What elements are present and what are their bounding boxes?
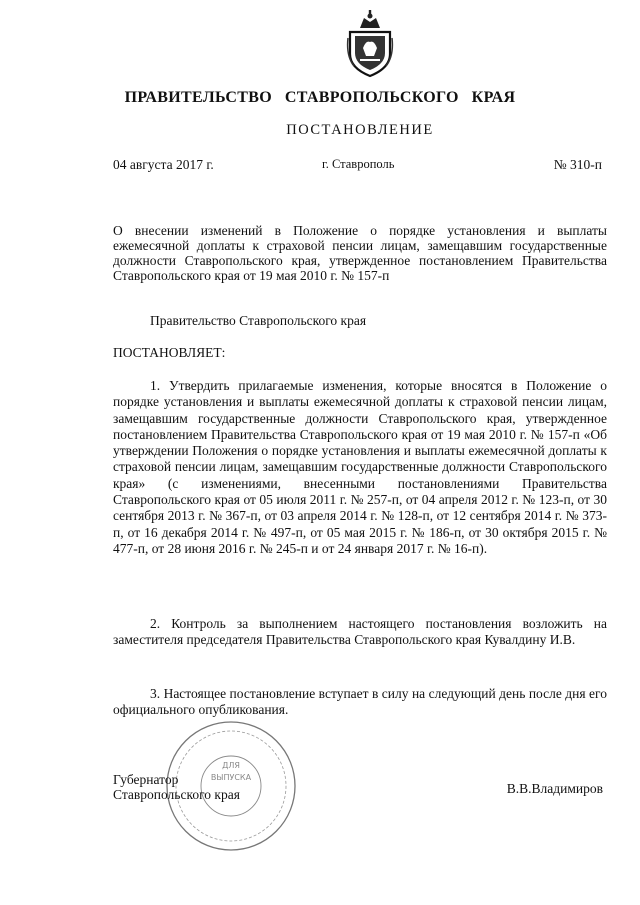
preamble-government: Правительство Ставропольского края — [150, 313, 367, 328]
paragraph-1-text: 1. Утвердить прилагаемые изменения, которые вносятся в Положение о порядке установления и выплаты ежемесячной доплаты к страховой пенсии лицам, замещавшим государственные должности Ставропольского края, утвержденное постановлением Правительства Ставропольского края от 19 мая 2010 г. № 157-п «Об утверждении Положения о порядке установления и выплаты ежемесячной доплаты к страховой пенсии лицам, замещавшим государственные должности Ставропольского края» (с изменениями, внесенными постановлениями Правительства Ставропольского края от 05 июля 2011 г. № 257-п, от 04 апреля 2012 г. № 123-п, от 30 сентября 2013 г. № 367-п, от 03 апреля 2014 г. № 128-п, от 12 сентября 2014 г. № 373-п, от 16 декабря 2014 г. № 497-п, от 05 мая 2015 г. № 186-п, от 30 октября 2015 г. № 477-п, от 28 июня 2016 г. № 245-п и от 24 января 2017 г. № 16-п). — [113, 378, 607, 556]
document-date: 04 августа 2017 г. — [113, 157, 214, 172]
signer-title-line-1: Губернатор — [113, 772, 179, 787]
preamble-resolves: ПОСТАНОВЛЯЕТ: — [113, 345, 226, 360]
svg-text:ВЫПУСКА: ВЫПУСКА — [210, 773, 252, 782]
paragraph-3-text: 3. Настоящее постановление вступает в силу на следующий день после дня его официального опубликования. — [113, 686, 607, 718]
document-number: № 310-п — [553, 157, 602, 172]
document-type: ПОСТАНОВЛЕНИЕ — [286, 122, 434, 138]
signature-block — [113, 772, 240, 802]
coat-of-arms-icon — [346, 8, 394, 80]
paragraph-1 — [113, 378, 607, 557]
signer-title-line-2: Ставропольского края — [113, 787, 240, 802]
paragraph-2-text: 2. Контроль за выполнением настоящего постановления возложить на заместителя председателя Правительства Ставропольского края Кувалдину И.В. — [113, 616, 607, 648]
paragraph-3 — [113, 686, 607, 719]
svg-text:ДЛЯ: ДЛЯ — [222, 761, 240, 770]
document-city: г. Ставрополь — [322, 157, 395, 171]
signer-name: В.В.Владимиров — [506, 781, 603, 796]
document-subject: О внесении изменений в Положение о порядке установления и выплаты ежемесячной доплаты к страховой пенсии лицам, замещавшим государственные должности Ставропольского края, утвержденное постановлением Правительства Ставропольского края от 19 мая 2010 г. № 157-п — [113, 223, 607, 283]
government-title: ПРАВИТЕЛЬСТВО СТАВРОПОЛЬСКОГО КРАЯ — [124, 89, 516, 106]
paragraph-2 — [113, 616, 607, 649]
